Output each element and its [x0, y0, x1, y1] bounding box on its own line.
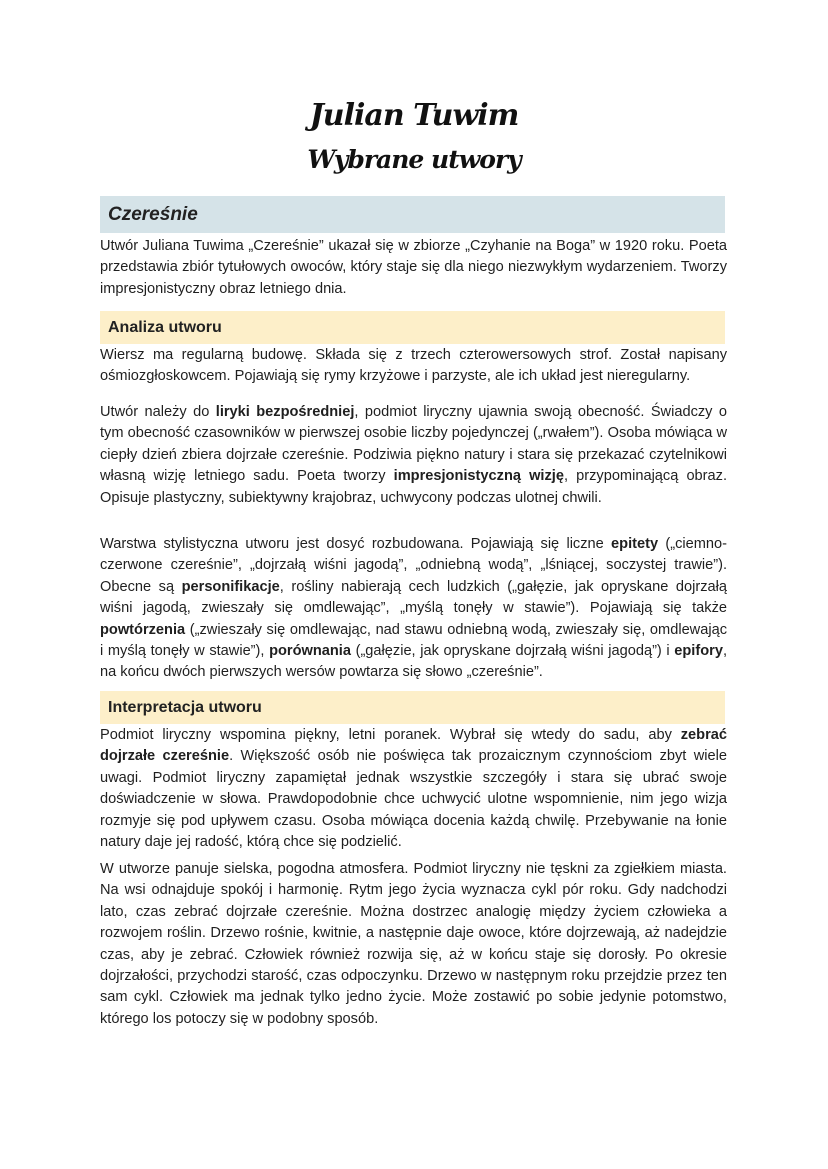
- subheading-analiza: [100, 311, 725, 344]
- bold-term: impresjonistyczną wizję: [393, 468, 564, 485]
- analysis-paragraph-3: Warstwa stylistyczna utworu jest dosyć rozbudowana. Pojawiają się liczne epitety („ciemno-czerwone czereśnie”, „dojrzałą wiśni jagodą”, „odniebną wodą”, „lśniącej, soczystej trawie”). Obecne są personifikacje, rośliny nabierają cech ludzkich („gałęzie, jak opryskane dojrzałą wiśni jagodą, zwieszały się omdlewając”, „myślą tonęły w stawie”). Pojawiają się także powtórzenia („zwieszały się omdlewając, nad stawu odniebną wodą, zwieszały się, omdlewając i myślą tonęły w stawie”), porównania („gałęzie, jak opryskane dojrzałą wiśni jagodą”) i epifory, na końcu dwóch pierwszych wersów powtarza się słowo „czereśnie”.: [100, 536, 727, 681]
- bold-term: epitety: [611, 536, 659, 552]
- analysis-paragraph-2: Utwór należy do liryki bezpośredniej, podmiot liryczny ujawnia swoją obecność. Świadczy o tym obecność czasowników w pierwszej osobie liczby pojedynczej („rwałem”). Osoba mówiąca w ciepły dzień zbiera dojrzałe czereśnie. Podziwia piękno natury i stara się przekazać czytelnikowi własną wizję letniego sadu. Poeta tworzy impresjonistyczną wizję, przypominającą obraz. Opisuje plastyczny, subiektywny krajobraz, uchwycony podczas ulotnej chwili.: [100, 404, 728, 506]
- subheading-label: Analiza utworu: [108, 318, 222, 336]
- intro-paragraph: Utwór Juliana Tuwima „Czereśnie” ukazał się w zbiorze „Czyhanie na Boga” w 1920 roku. Poeta przedstawia zbiór tytułowych owoców, który staje się dla niego niezwykłym wydarzeniem. Tworzy impresjonistyczny obraz letniego dnia.: [100, 238, 727, 297]
- bold-term: epifory: [674, 643, 723, 660]
- bold-term: powtórzenia: [100, 621, 186, 638]
- interpretation-paragraph-1: Podmiot liryczny wspomina piękny, letni poranek. Wybrał się wtedy do sadu, aby zebrać dojrzałe czereśnie. Większość osób nie poświęca tak prozaicznym czynnościom zbyt wiele uwagi. Podmiot liryczny zapamiętał jednak wszystkie szczegóły i stara się ubrać swoje doświadczenie w słowa. Prawdopodobnie chce uchwycić ulotne wspomnienie, nim jego wizja rozmyje się pod upływem czasu. Osoba mówiąca docenia każdą chwilę. Przebywanie na łonie natury daje jej radość, którą chce się podzielić.: [100, 727, 727, 851]
- document-title: Julian Tuwim: [309, 98, 519, 133]
- interpretation-paragraph-2: W utworze panuje sielska, pogodna atmosfera. Podmiot liryczny nie tęskni za zgiełkiem miasta. Na wsi odnajduje spokój i harmonię. Rytm jego życia wyznacza cykl pór roku. Gdy nadchodzi lato, czas zebrać dojrzałe czereśnie. Można dostrzec analogię między życiem człowieka a rozwojem roślin. Drzewo rośnie, kwitnie, a następnie daje owoce, które dojrzewają, aż nadejdzie czas, aby je zebrać. Człowiek również rozwija się, aż w końcu staje się dorosły. Po okresie dojrzałości, przychodzi starość, czas odpoczynku. Drzewo w następnym roku przejdzie przez ten sam cykl. Człowiek ma jednak tylko jedno życie. Może zostawić po sobie jedynie potomstwo, którego los potoczy się w podobny sposób.: [100, 861, 727, 1027]
- subheading-label: Interpretacja utworu: [108, 698, 262, 716]
- bold-term: zebrać dojrzałe czereśnie: [100, 727, 727, 765]
- subheading-interpretacja: [100, 691, 725, 724]
- analysis-paragraph-1: Wiersz ma regularną budowę. Składa się z trzech czterowersowych strof. Został napisany ośmiozgłoskowcem. Pojawiają się rymy krzyżowe i parzyste, ale ich układ jest nieregularny.: [100, 347, 727, 385]
- section-heading-label: Czereśnie: [108, 203, 198, 225]
- section-heading-czeresnie: [100, 196, 725, 233]
- bold-term: porównania: [269, 643, 351, 660]
- bold-term: liryki bezpośredniej: [215, 404, 355, 420]
- document-subtitle: Wybrane utwory: [307, 145, 521, 174]
- bold-term: personifikacje: [181, 578, 280, 595]
